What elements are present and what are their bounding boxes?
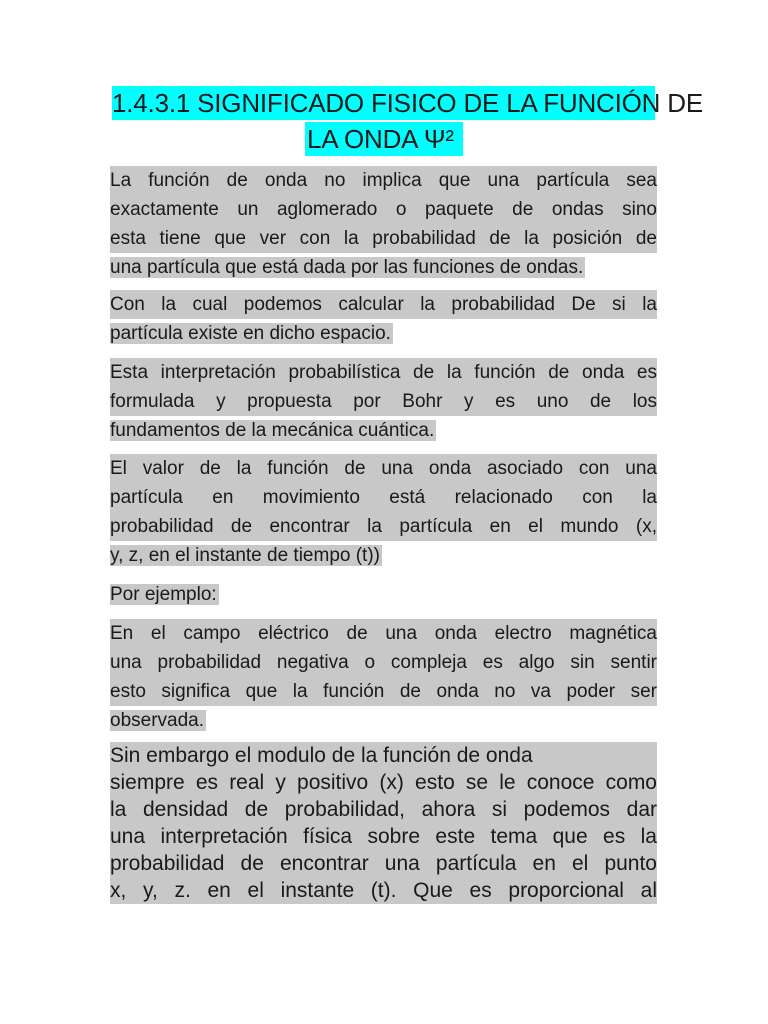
paragraph-line: esta tiene que ver con la probabilidad de la posición de	[110, 224, 657, 253]
paragraph-line-last: una partícula que está dada por las funciones de ondas.	[110, 257, 584, 278]
paragraph-line: una interpretación física sobre este tema que es la	[110, 825, 657, 848]
paragraph-line: partícula en movimiento está relacionado con la	[110, 483, 657, 512]
paragraph-line: La función de onda no implica que una partícula sea	[110, 166, 657, 195]
paragraph-line: exactamente un aglomerado o paquete de ondas sino	[110, 195, 657, 224]
paragraph-line: siempre es real y positivo (x) esto se le conoce como	[110, 771, 657, 794]
paragraph-line: Esta interpretación probabilística de la función de onda es	[110, 358, 657, 387]
paragraph-1	[110, 166, 657, 282]
paragraph-line: Con la cual podemos calcular la probabilidad De si la	[110, 290, 657, 319]
paragraph-6	[110, 619, 657, 735]
paragraph-line-last: observada.	[110, 710, 205, 731]
paragraph-line: En el campo eléctrico de una onda electro magnética	[110, 619, 657, 648]
section-title-line-2: LA ONDA Ψ²	[305, 122, 463, 156]
paragraph-line-last: fundamentos de la mecánica cuántica.	[110, 420, 435, 441]
paragraph-line: formulada y propuesta por Bohr y es uno de los	[110, 387, 657, 416]
paragraph-line: una probabilidad negativa o compleja es algo sin sentir	[110, 648, 657, 677]
paragraph-line: esto significa que la función de onda no va poder ser	[110, 677, 657, 706]
paragraph-line: probabilidad de encontrar una partícula en el punto	[110, 852, 657, 875]
paragraph-line: la densidad de probabilidad, ahora si podemos dar	[110, 798, 657, 821]
paragraph-line-last: y, z, en el instante de tiempo (t))	[110, 545, 380, 566]
paragraph-2	[110, 290, 657, 348]
paragraph-line: Sin embargo el modulo de la función de onda	[110, 742, 657, 769]
paragraph-line: El valor de la función de una onda asociado con una	[110, 454, 657, 483]
paragraph-5	[110, 580, 657, 609]
paragraph-4	[110, 454, 657, 570]
paragraph-line-last: partícula existe en dicho espacio.	[110, 323, 391, 344]
paragraph-line: x, y, z. en el instante (t). Que es proporcional al	[110, 879, 657, 902]
paragraph-line-last: Por ejemplo:	[110, 584, 217, 605]
paragraph-line: probabilidad de encontrar la partícula en el mundo (x,	[110, 512, 657, 541]
paragraph-3	[110, 358, 657, 445]
paragraph-7	[110, 742, 657, 904]
section-title-line-1: 1.4.3.1 SIGNIFICADO FISICO DE LA FUNCIÓN DE	[112, 88, 703, 118]
